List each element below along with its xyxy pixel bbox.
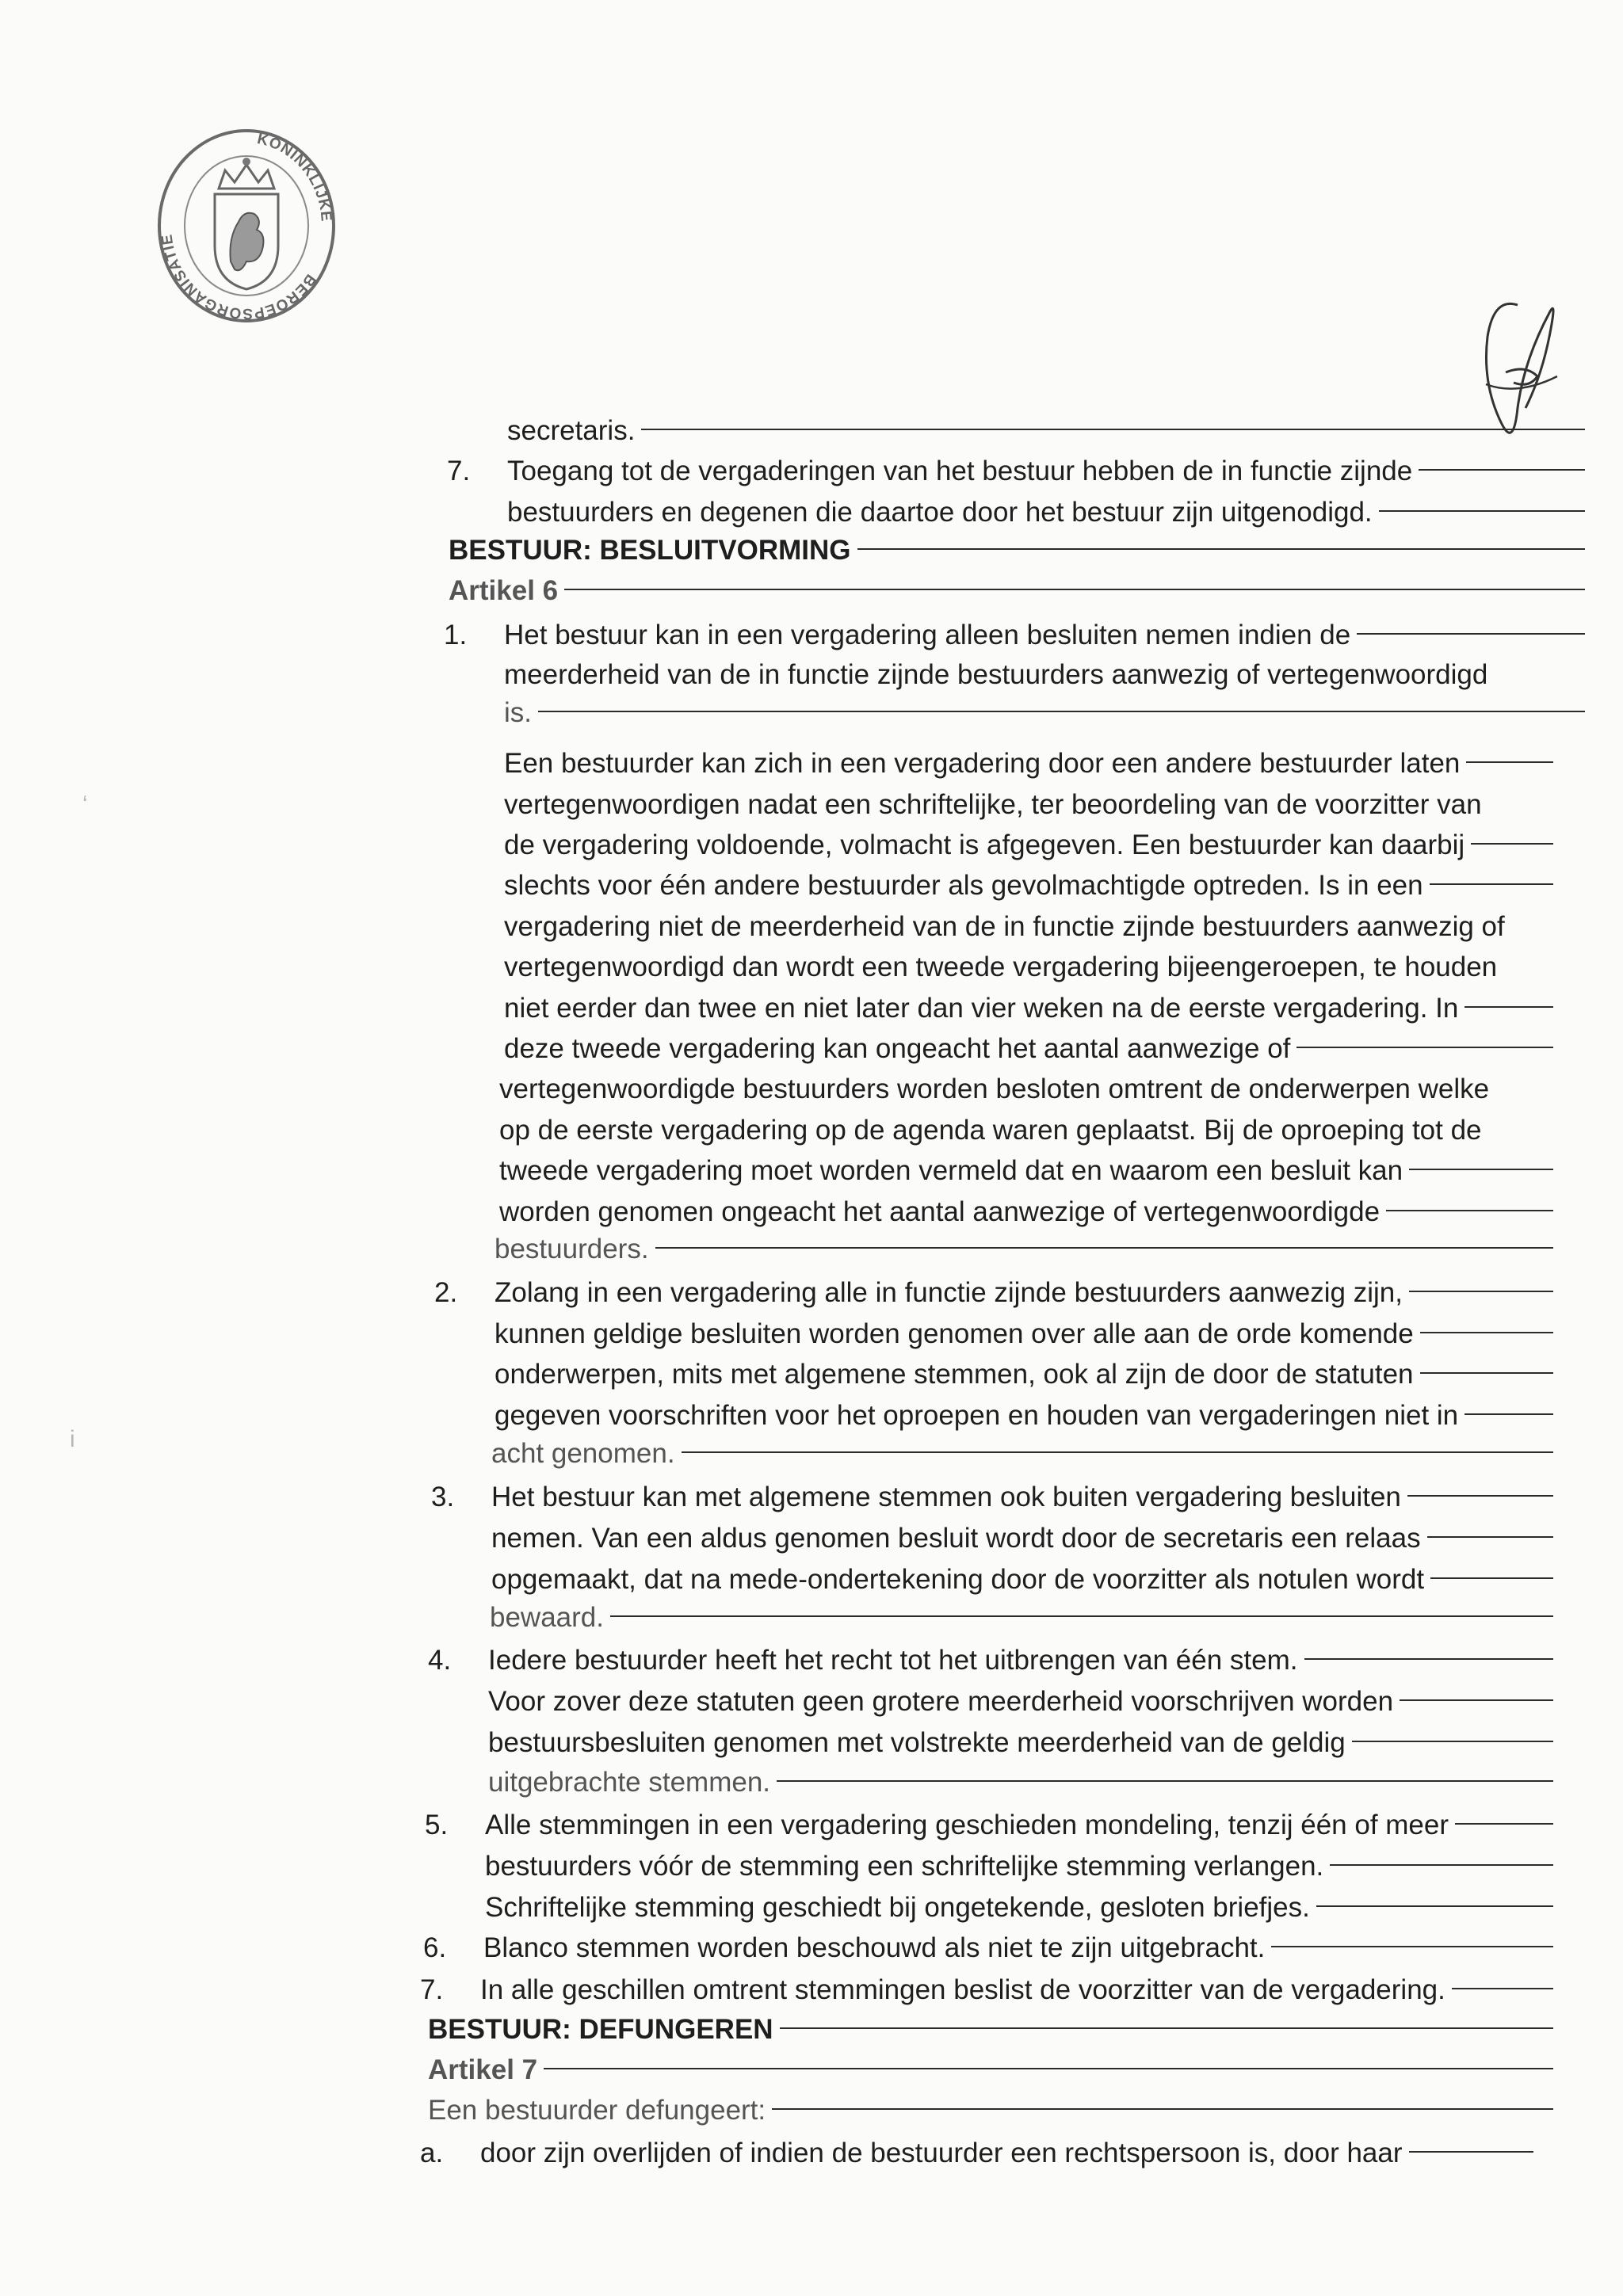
fill-line (857, 548, 1586, 550)
line-text: Artikel 6 (449, 575, 559, 606)
line-text: vertegenwoordigen nadat een schriftelijke, ter beoordeling van de voorzitter van (504, 789, 1482, 820)
document-line (504, 788, 1553, 822)
document-line (507, 414, 1585, 448)
document-line (434, 1276, 1553, 1310)
fill-line (1407, 1495, 1553, 1497)
document-line (491, 1562, 1553, 1597)
line-text: bewaard. (490, 1602, 604, 1633)
document-line (504, 828, 1553, 863)
document-line (499, 1154, 1553, 1188)
document-line (428, 1643, 1553, 1678)
line-text: Schriftelijke stemming geschiedt bij ongetekende, gesloten briefjes. (485, 1892, 1310, 1923)
fill-line (1430, 1577, 1553, 1579)
document-line (488, 1684, 1553, 1719)
section-heading (428, 2012, 1553, 2047)
line-text: tweede vergadering moet worden vermeld dat en waarom een besluit kan (499, 1155, 1403, 1186)
line-text: door zijn overlijden of indien de bestuurder een rechtspersoon is, door haar (480, 2138, 1403, 2168)
fill-line (682, 1451, 1553, 1453)
fill-line (544, 2068, 1553, 2069)
line-text: BESTUUR: BESLUITVORMING (449, 535, 851, 566)
document-line (428, 2093, 1553, 2128)
line-text: niet eerder dan twee en niet later dan vier weken na de eerste vergadering. In (504, 993, 1459, 1024)
line-text: BESTUUR: DEFUNGEREN (428, 2014, 773, 2045)
line-text: acht genomen. (491, 1438, 675, 1469)
line-text: Het bestuur kan in een vergadering alleen besluiten nemen indien de (504, 620, 1351, 650)
line-text: onderwerpen, mits met algemene stemmen, ook al zijn de door de statuten (495, 1359, 1414, 1390)
fill-line (1409, 2151, 1534, 2153)
fill-line (1452, 1988, 1553, 1989)
fill-line (780, 2027, 1553, 2029)
fill-line (1427, 1536, 1553, 1538)
line-text: vertegenwoordigd dan wordt een tweede vergadering bijeengeroepen, te houden (504, 952, 1498, 982)
document-line (485, 1890, 1553, 1925)
fill-line (1455, 1823, 1553, 1825)
item-number: 2. (434, 1277, 458, 1308)
document-line (420, 2136, 1533, 2171)
line-text: Artikel 7 (428, 2054, 538, 2085)
line-text: Voor zover deze statuten geen grotere meerderheid voorschrijven worden (488, 1686, 1394, 1717)
document-line (444, 618, 1585, 653)
document-line (495, 1317, 1553, 1352)
document-line (504, 746, 1553, 781)
line-text: vergadering niet de meerderheid van de in functie zijnde bestuurders aanwezig of (504, 911, 1505, 942)
line-text: bestuurders vóór de stemming een schriftelijke stemming verlangen. (485, 1851, 1324, 1882)
document-line (495, 1398, 1553, 1433)
document-line (495, 1357, 1553, 1392)
item-number: a. (420, 2138, 444, 2168)
item-number: 5. (425, 1810, 449, 1840)
document-line (504, 991, 1553, 1026)
document-line (420, 1973, 1553, 2008)
document-line (504, 950, 1553, 985)
line-text: Blanco stemmen worden beschouwd als niet te zijn uitgebracht. (483, 1932, 1266, 1963)
line-text: uitgebrachte stemmen. (488, 1767, 771, 1798)
item-number: 4. (428, 1645, 452, 1676)
fill-line (1465, 1006, 1553, 1008)
document-line (488, 1726, 1553, 1760)
section-heading (428, 2053, 1553, 2088)
svg-text:BEROEPSORGANISATIE: BEROEPSORGANISATIE (158, 232, 319, 322)
line-text: is. (504, 697, 532, 728)
document-line (495, 1232, 1553, 1267)
item-number: 7. (420, 1974, 444, 2005)
document-line (447, 454, 1585, 489)
document-line (488, 1765, 1553, 1800)
line-text: kunnen geldige besluiten worden genomen over alle aan de orde komende (495, 1318, 1414, 1349)
line-text: secretaris. (507, 415, 636, 446)
document-line (485, 1849, 1553, 1884)
fill-line (1471, 843, 1553, 845)
line-text: bestuursbesluiten genomen met volstrekte meerderheid van de geldig (488, 1727, 1346, 1758)
fill-line (1386, 1210, 1553, 1211)
document-line (423, 1931, 1553, 1966)
item-number: 7. (447, 456, 471, 486)
fill-line (655, 1247, 1553, 1249)
line-text: nemen. Van een aldus genomen besluit wordt door de secretaris een relaas (491, 1523, 1421, 1554)
line-text: vertegenwoordigde bestuurders worden besloten omtrent de onderwerpen welke (499, 1074, 1490, 1104)
line-text: deze tweede vergadering kan ongeacht het aantal aanwezige of (504, 1033, 1291, 1064)
item-number: 6. (423, 1932, 447, 1963)
section-heading (449, 574, 1585, 608)
line-text: de vergadering voldoende, volmacht is afgegeven. Een bestuurder kan daarbij (504, 830, 1465, 860)
line-text: Toegang tot de vergaderingen van het bestuur hebben de in functie zijnde (507, 456, 1413, 486)
document-line (491, 1436, 1553, 1471)
fill-line (610, 1615, 1553, 1617)
fill-line (1316, 1905, 1553, 1907)
document-line (491, 1521, 1553, 1556)
line-text: bestuurders. (495, 1234, 649, 1264)
fill-line (777, 1780, 1553, 1782)
item-number: 3. (431, 1482, 455, 1512)
fill-line (1400, 1699, 1553, 1701)
line-text: op de eerste vergadering op de agenda waren geplaatst. Bij de oproeping tot de (499, 1115, 1482, 1146)
document-line (499, 1195, 1553, 1230)
document-line (504, 658, 1585, 692)
svg-text:KONINKLIJKE: KONINKLIJKE (255, 131, 335, 223)
fill-line (538, 711, 1585, 712)
line-text: slechts voor één andere bestuurder als gevolmachtigde optreden. Is in een (504, 870, 1423, 901)
line-text: Een bestuurder defungeert: (428, 2095, 766, 2126)
document-line (504, 910, 1553, 944)
line-text: Zolang in een vergadering alle in functie zijnde bestuurders aanwezig zijn, (495, 1277, 1403, 1308)
fill-line (1420, 1332, 1553, 1333)
fill-line (641, 429, 1585, 430)
scan-mark: ʻ (82, 792, 88, 818)
line-text: meerderheid van de in functie zijnde bestuurders aanwezig of vertegenwoordigd (504, 659, 1488, 690)
line-text: gegeven voorschriften voor het oproepen en houden van vergaderingen niet in (495, 1400, 1459, 1431)
section-heading (449, 533, 1585, 568)
document-line (507, 495, 1585, 530)
item-number: 1. (444, 620, 468, 650)
fill-line (1420, 1372, 1553, 1374)
line-text: In alle geschillen omtrent stemmingen beslist de voorzitter van de vergadering. (480, 1974, 1445, 2005)
fill-line (1357, 633, 1585, 635)
fill-line (1430, 883, 1553, 885)
line-text: worden genomen ongeacht het aantal aanwezige of vertegenwoordigde (499, 1196, 1381, 1227)
fill-line (1409, 1291, 1553, 1292)
line-text: Het bestuur kan met algemene stemmen ook buiten vergadering besluiten (491, 1482, 1401, 1512)
fill-line (564, 589, 1585, 590)
document-line (425, 1808, 1553, 1843)
fill-line (1379, 510, 1585, 512)
fill-line (1296, 1047, 1553, 1048)
fill-line (1304, 1658, 1554, 1660)
fill-line (1330, 1864, 1553, 1866)
document-line (431, 1480, 1553, 1515)
scan-mark: i (70, 1426, 75, 1452)
fill-line (1352, 1741, 1553, 1742)
line-text: Iedere bestuurder heeft het recht tot het uitbrengen van één stem. (488, 1645, 1298, 1676)
document-line (504, 1032, 1553, 1066)
line-text: opgemaakt, dat na mede-ondertekening door de voorzitter als notulen wordt (491, 1564, 1425, 1595)
fill-line (772, 2108, 1553, 2110)
document-line (504, 696, 1585, 730)
document-line (499, 1113, 1553, 1148)
fill-line (1271, 1946, 1553, 1947)
fill-line (1465, 1413, 1553, 1415)
document-line (504, 868, 1553, 903)
fill-line (1409, 1169, 1553, 1170)
document-line (499, 1072, 1553, 1107)
fill-line (1419, 469, 1585, 471)
fill-line (1466, 761, 1553, 763)
line-text: Een bestuurder kan zich in een vergadering door een andere bestuurder laten (504, 748, 1461, 779)
document-line (490, 1600, 1553, 1635)
line-text: Alle stemmingen in een vergadering geschieden mondeling, tenzij één of meer (485, 1810, 1449, 1840)
line-text: bestuurders en degenen die daartoe door het bestuur zijn uitgenodigd. (507, 497, 1373, 528)
